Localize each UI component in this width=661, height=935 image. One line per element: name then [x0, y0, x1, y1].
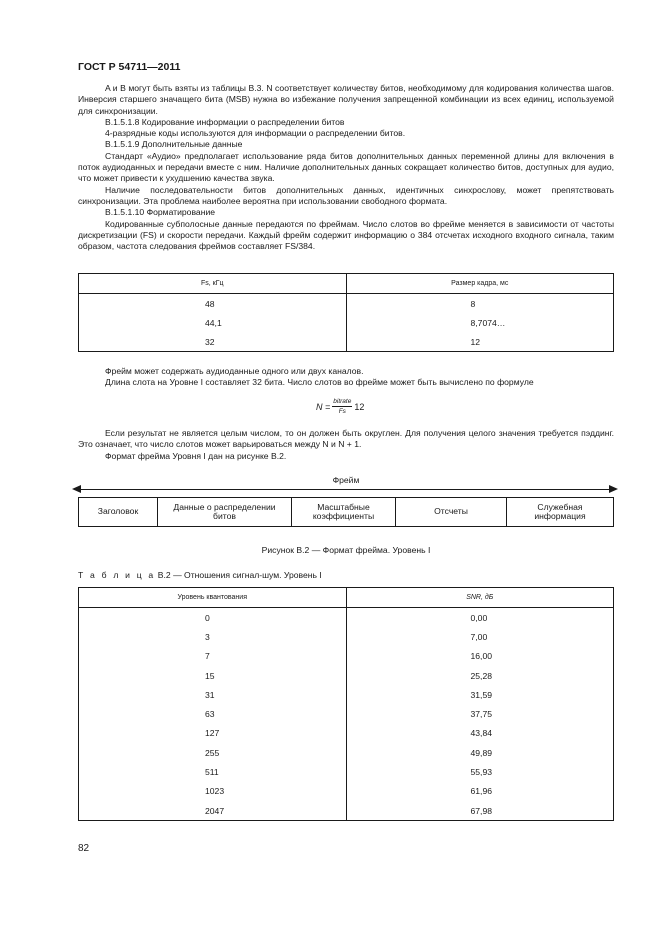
- table-row: [79, 666, 614, 685]
- table-cell: 7,00: [346, 627, 614, 646]
- table-cell: 511: [79, 762, 347, 781]
- table-cell: 49,89: [346, 743, 614, 762]
- table-header-cell: SNR, дБ: [346, 588, 614, 608]
- frame-format-diagram: [78, 497, 614, 527]
- table-cell: 55,93: [346, 762, 614, 781]
- paragraph: Кодированные субполосные данные передаются по фреймам. Число слотов во фрейме меняется в зависимости от частоты дискретизации (FS) и скорости передачи. Каждый фрейм содержит информацию о 384 отсчетах исходного входного сигнала, таким образом, частота следования фреймов составляет FS/384.: [78, 218, 614, 252]
- table-header-cell: Уровень квантования: [79, 588, 347, 608]
- table-cell: 127: [79, 724, 347, 743]
- frame-field: Отсчеты: [396, 498, 507, 526]
- table-row: [79, 627, 614, 646]
- table-row: [79, 332, 614, 352]
- table-row: [79, 762, 614, 781]
- table-cell: 48: [79, 294, 347, 314]
- table-cell: 67,98: [346, 801, 614, 821]
- paragraph: 4-разрядные коды используются для информации о распределении битов.: [105, 128, 406, 139]
- table-cell: 8: [346, 294, 614, 314]
- slot-text-block: [78, 366, 614, 389]
- table-cell: 15: [79, 666, 347, 685]
- table-cell: 16,00: [346, 647, 614, 666]
- paragraph: Стандарт «Аудио» предполагает использование ряда битов дополнительных данных переменной длины для включения в поток аудиоданных и передачи вместе с ним. Наличие дополнительных данных сокращает количество битов, доступных для аудио, что может привести к ухудшению качества звука.: [78, 150, 614, 184]
- table-row: [79, 313, 614, 332]
- frame-span-line: [76, 489, 614, 490]
- paragraph: Формат фрейма Уровня I дан на рисунке B.2.: [105, 450, 287, 461]
- formula-factor: 12: [354, 401, 365, 412]
- table-cell: 44,1: [79, 313, 347, 332]
- arrow-left-icon: [72, 485, 81, 493]
- page-number: 82: [78, 843, 90, 854]
- formula-denominator: Fs: [338, 408, 346, 415]
- frame-field: Масштабные коэффициенты: [292, 498, 396, 526]
- table-row: [79, 704, 614, 723]
- paragraph: Наличие последовательности битов дополнительных данных, идентичных синхрослову, может препятствовать синхронизации. Эта проблема наиболее вероятна при использовании свободного формата.: [78, 184, 614, 206]
- paragraph: Если результат не является целым числом, то он должен быть округлен. Для получения целого значения требуется пэддинг. Это означает, что число слотов может варьироваться между N и N + 1.: [78, 428, 614, 450]
- section-heading: B.1.5.1.10 Форматирование: [105, 207, 216, 218]
- paragraph: Фрейм может содержать аудиоданные одного или двух каналов.: [105, 366, 364, 376]
- table-cell: 2047: [79, 801, 347, 821]
- table-row: [79, 801, 614, 821]
- frame-field: Заголовок: [79, 498, 158, 526]
- table-row: [79, 685, 614, 704]
- table-row: [79, 647, 614, 666]
- table-cell: 8,7074…: [346, 313, 614, 332]
- table-header-cell: Fs, кГц: [79, 274, 347, 294]
- table-cell: 37,75: [346, 704, 614, 723]
- slot-formula: [316, 398, 364, 415]
- table-cell: 0,00: [346, 608, 614, 628]
- section-heading: B.1.5.1.9 Дополнительные данные: [105, 139, 243, 150]
- table-row: [79, 724, 614, 743]
- table-cell: 32: [79, 332, 347, 352]
- table-cell: 12: [346, 332, 614, 352]
- table-caption-prefix: Т а б л и ц а: [78, 570, 156, 580]
- snr-table: [78, 587, 614, 821]
- table-cell: 25,28: [346, 666, 614, 685]
- rounding-text-block: [78, 428, 614, 462]
- table-cell: 61,96: [346, 782, 614, 801]
- formula-numerator: bitrate: [333, 398, 352, 405]
- intro-text-block: [78, 83, 614, 252]
- table-header-cell: Размер кадра, мс: [346, 274, 614, 294]
- figure-caption: Рисунок B.2 — Формат фрейма. Уровень I: [261, 545, 431, 555]
- figure-frame-title: Фрейм: [332, 475, 360, 485]
- frame-field: Данные о распределении битов: [158, 498, 292, 526]
- table-cell: 63: [79, 704, 347, 723]
- table-cell: 255: [79, 743, 347, 762]
- table-row: [79, 608, 614, 628]
- paragraph: Длина слота на Уровне I составляет 32 бита. Число слотов во фрейме может быть вычислено по формуле: [105, 377, 534, 388]
- arrow-right-icon: [609, 485, 618, 493]
- frame-size-table: [78, 273, 614, 352]
- table-caption-text: B.2 — Отношения сигнал-шум. Уровень I: [155, 570, 322, 580]
- table-cell: 31,59: [346, 685, 614, 704]
- table-row: [79, 294, 614, 314]
- table-cell: 1023: [79, 782, 347, 801]
- frame-field: Служебная информация: [534, 501, 586, 521]
- table-caption: [78, 570, 322, 580]
- table-row: [79, 782, 614, 801]
- document-header: ГОСТ Р 54711—2011: [78, 61, 181, 73]
- table-cell: 0: [79, 608, 347, 628]
- table-row: [79, 743, 614, 762]
- formula-fraction: [332, 398, 352, 415]
- table-cell: 43,84: [346, 724, 614, 743]
- formula-lhs: N =: [316, 401, 331, 412]
- paragraph: A и B могут быть взяты из таблицы B.3. N соответствует количеству битов, необходимому для кодирования количества шагов. Инверсия старшего значащего бита (MSB) нужна во избежание получения запрещенной комбинации из всех единиц, используемой для синхронизации.: [78, 83, 614, 116]
- table-cell: 3: [79, 627, 347, 646]
- table-cell: 31: [79, 685, 347, 704]
- table-cell: 7: [79, 647, 347, 666]
- section-heading: B.1.5.1.8 Кодирование информации о распределении битов: [105, 116, 345, 127]
